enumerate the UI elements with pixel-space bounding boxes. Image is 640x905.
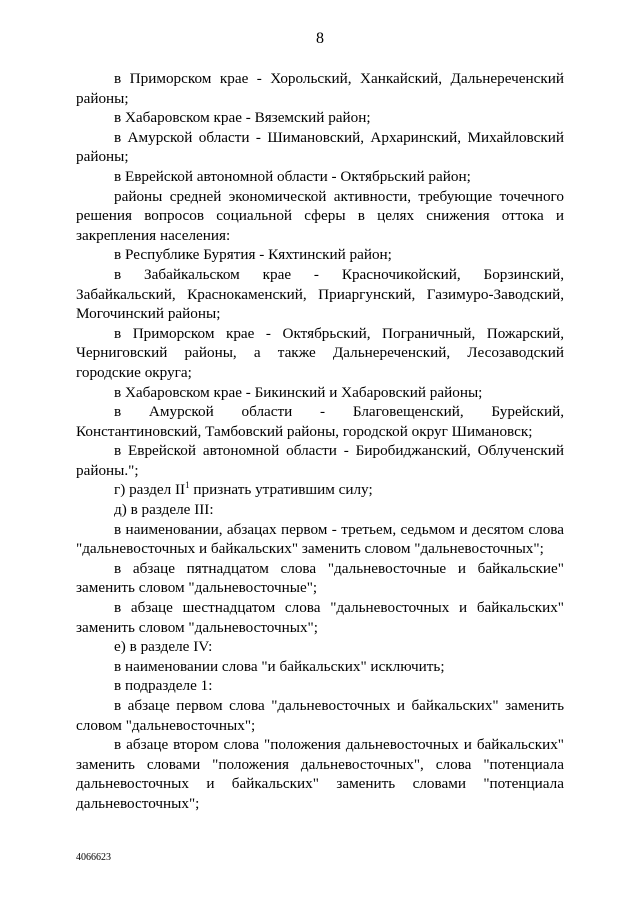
document-body [76,69,564,814]
paragraph: в Хабаровском крае - Вяземский район; [114,109,371,127]
paragraph: в Амурской области - Благовещенский, Бурейский, Константиновский, Тамбовский районы, городской округ Шимановск; [76,403,564,440]
paragraph: в Приморском крае - Хорольский, Ханкайский, Дальнереченский районы; [76,70,564,107]
paragraph: в абзаце шестнадцатом слова "дальневосточных и байкальских" заменить словом "дальневосточных"; [76,599,564,636]
item-g-superscript: 1 [185,480,190,491]
paragraph: в Еврейской автономной области - Октябрьский район; [114,167,471,185]
item-g-prefix: г) раздел II [114,481,186,499]
paragraph: в подразделе 1: [114,677,213,695]
paragraph: в Республике Бурятия - Кяхтинский район; [114,246,392,264]
paragraph: в абзаце пятнадцатом слова "дальневосточные и байкальские" заменить словом "дальневосточные"; [76,559,564,597]
paragraph: в абзаце первом слова "дальневосточных и байкальских" заменить словом "дальневосточных"; [76,697,564,734]
paragraph: в Хабаровском крае - Бикинский и Хабаровский районы; [114,383,483,401]
paragraph: в наименовании слова "и байкальских" исключить; [114,657,445,675]
paragraph: в Амурской области - Шимановский, Архаринский, Михайловский районы; [76,128,564,166]
paragraph: в абзаце втором слова "положения дальневосточных и байкальских" заменить словами "положения дальневосточных", слова "потенциала дальневосточных и байкальских" заменить словами "потенциала дальневосточных"; [76,736,564,812]
item-g-suffix: признать утратившим силу; [189,481,373,499]
document-code: 4066623 [76,852,111,863]
paragraph: в наименовании, абзацах первом - третьем, седьмом и десятом слова "дальневосточных и байкальских" заменить словом "дальневосточных"; [76,520,564,558]
paragraph: районы средней экономической активности, требующие точечного решения вопросов социальной сферы в целях снижения оттока и закрепления населения: [76,187,564,244]
paragraph: в Забайкальском крае - Красночикойский, Борзинский, Забайкальский, Краснокаменский, Приаргунский, Газимуро-Заводский, Могочинский районы; [76,265,564,323]
paragraph: д) в разделе III: [114,501,214,519]
paragraph: е) в разделе IV: [114,638,213,656]
paragraph: в Приморском крае - Октябрьский, Пограничный, Пожарский, Черниговский районы, а также Дальнереченский, Лесозаводский городские округа; [76,324,564,381]
paragraph: в Еврейской автономной области - Биробиджанский, Облученский районы."; [76,442,564,479]
paragraph-item-g [76,480,564,500]
page-number: 8 [316,30,324,47]
